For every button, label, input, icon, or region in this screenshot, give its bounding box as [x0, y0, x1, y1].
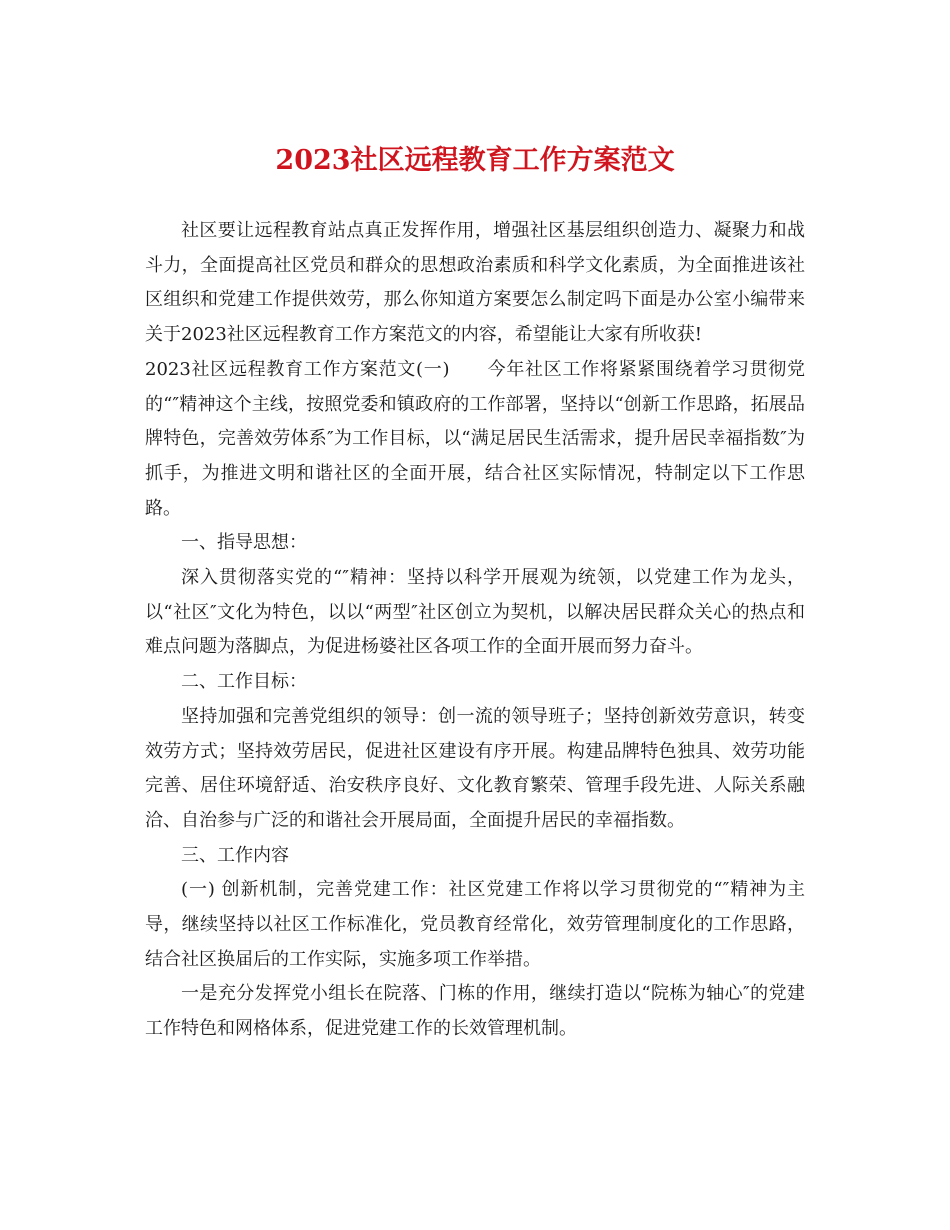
paragraph-plan-one: 2023社区远程教育工作方案范文(一) 今年社区工作将紧紧围绕着学习贯彻党的“″精神这个主线，按照党委和镇政府的工作部署，坚持以“创新工作思路，拓展品牌特色，完善效劳体系″为工作目标，以“满足居民生活需求，提升居民幸福指数″为抓手，为推进文明和谐社区的全面开展，结合社区实际情况，特制定以下工作思路。: [145, 358, 805, 519]
paragraph-work-content-1: (一) 创新机制，完善党建工作：社区党建工作将以学习贯彻党的“″精神为主导，继续坚持以社区工作标准化，党员教育经常化，效劳管理制度化的工作思路，结合社区换届后的工作实际，实施多项工作举措。: [145, 879, 805, 970]
page-title: 2023社区远程教育工作方案范文: [275, 145, 675, 176]
heading-work-goals: 二、工作目标：: [181, 671, 307, 693]
heading-guiding-thought: 一、指导思想：: [181, 532, 307, 554]
heading-work-content: 三、工作内容: [181, 844, 289, 866]
paragraph-intro: 社区要让远程教育站点真正发挥作用，增强社区基层组织创造力、凝聚力和战斗力，全面提高社区党员和群众的思想政治素质和科学文化素质，为全面推进该社区组织和党建工作提供效劳，那么你知道方案要怎么制定吗下面是办公室小编带来关于2023社区远程教育工作方案范文的内容，希望能让大家有所收获!: [145, 220, 805, 346]
paragraph-guiding-thought: 深入贯彻落实党的“″精神：坚持以科学开展观为统领，以党建工作为龙头，以“社区″文化为特色，以以“两型″社区创立为契机，以解决居民群众关心的热点和难点问题为落脚点，为促进杨婆社区各项工作的全面开展而努力奋斗。: [145, 567, 805, 658]
paragraph-work-content-2: 一是充分发挥党小组长在院落、门栋的作用，继续打造以“院栋为轴心″的党建工作特色和网格体系，促进党建工作的长效管理机制。: [145, 983, 805, 1040]
document-body: [145, 214, 805, 1047]
paragraph-work-goals: 坚持加强和完善党组织的领导：创一流的领导班子；坚持创新效劳意识，转变效劳方式；坚持效劳居民，促进社区建设有序开展。构建品牌特色独具、效劳功能完善、居住环境舒适、治安秩序良好、文化教育繁荣、管理手段先进、人际关系融洽、自治参与广泛的和谐社会开展局面，全面提升居民的幸福指数。: [145, 705, 805, 831]
